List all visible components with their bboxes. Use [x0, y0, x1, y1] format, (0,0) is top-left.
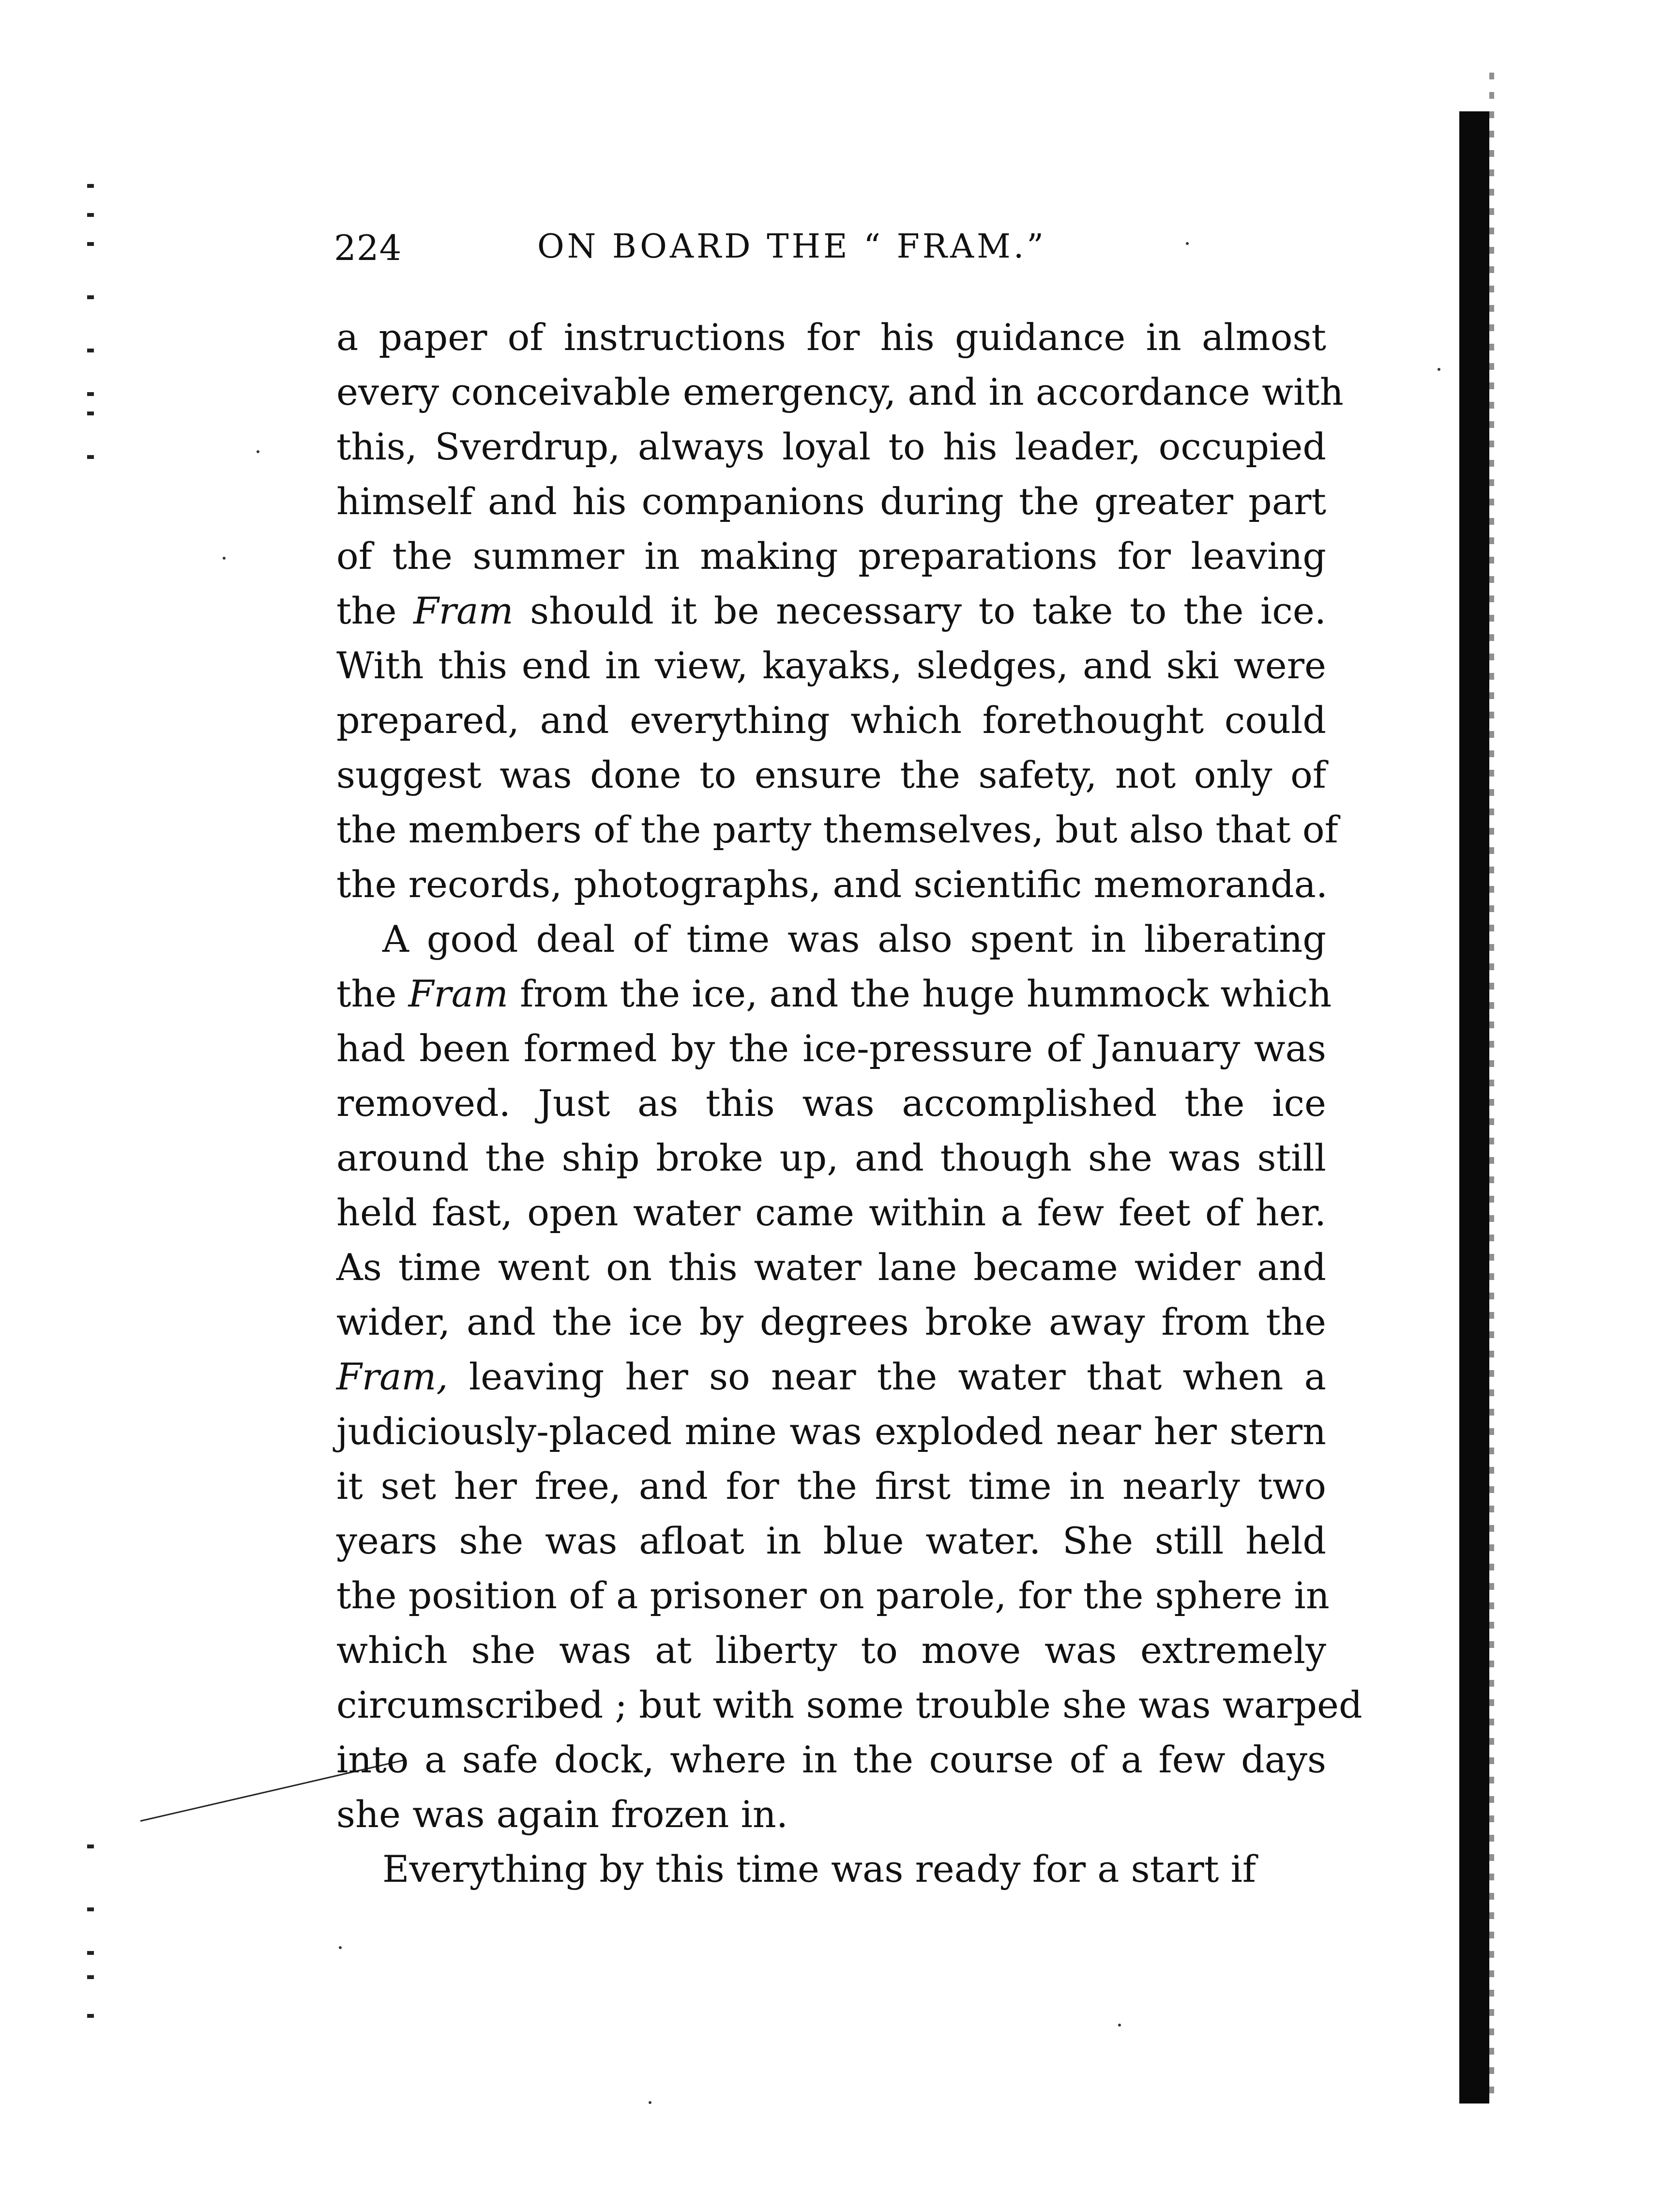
margin-tick	[87, 1844, 94, 1848]
text-line: the records, photographs, and scientific memoranda.	[336, 863, 1328, 906]
text-line: removed. Just as this was accomplished the ice	[336, 1082, 1326, 1125]
text-line: into a safe dock, where in the course of a few days	[336, 1738, 1326, 1781]
text-line: circumscribed ; but with some trouble she was warped	[336, 1683, 1362, 1726]
text-line: held fast, open water came within a few feet of her.	[336, 1191, 1326, 1234]
text-line: this, Sverdrup, always loyal to his leader, occupied	[336, 425, 1326, 468]
margin-tick	[87, 1907, 94, 1911]
text-line: had been formed by the ice-pressure of January was	[336, 1027, 1326, 1070]
margin-tick	[87, 295, 94, 299]
margin-tick	[87, 1975, 94, 1979]
italic-ship-name: Fram	[408, 972, 509, 1015]
text-line: wider, and the ice by degrees broke away from the	[336, 1300, 1326, 1343]
text-line: prepared, and everything which forethought could	[336, 699, 1326, 742]
italic-ship-name: Fram,	[336, 1355, 448, 1398]
margin-tick	[87, 392, 94, 396]
running-head: ON BOARD THE “ FRAM.”	[537, 228, 1047, 266]
speck	[1438, 368, 1440, 371]
page-header	[334, 228, 1239, 271]
text-line: suggest was done to ensure the safety, not only of	[336, 753, 1326, 796]
text-line: around the ship broke up, and though she was still	[336, 1136, 1326, 1179]
text-line: she was again frozen in.	[336, 1793, 788, 1836]
text-line: himself and his companions during the greater part	[336, 480, 1326, 523]
page-edge-artifact	[1489, 73, 1494, 2106]
text-line: the members of the party themselves, but also that of	[336, 808, 1338, 851]
text-line: With this end in view, kayaks, sledges, and ski were	[336, 644, 1326, 687]
speck	[1118, 2024, 1121, 2027]
margin-tick	[87, 455, 94, 459]
text-line: it set her free, and for the first time in nearly two	[336, 1464, 1326, 1508]
speck	[649, 2101, 651, 2104]
text-line: the position of a prisoner on parole, for the sphere in	[336, 1574, 1330, 1617]
text-line: years she was afloat in blue water. She still held	[336, 1519, 1326, 1562]
margin-tick	[87, 184, 94, 188]
italic-ship-name: Fram	[413, 589, 514, 632]
paragraph	[336, 310, 1344, 912]
paragraph	[336, 912, 1362, 1842]
page-number: 224	[334, 228, 402, 268]
text-line: of the summer in making preparations for leaving	[336, 534, 1326, 578]
margin-tick	[87, 1951, 94, 1955]
text-line: Fram, leaving her so near the water that when a	[336, 1355, 1326, 1398]
text-line: As time went on this water lane became wider and	[336, 1246, 1326, 1289]
book-spine-shadow	[1459, 111, 1489, 2104]
text-line: Everything by this time was ready for a start if	[382, 1847, 1256, 1890]
body-text	[336, 310, 1362, 1896]
text-line: the Fram should it be necessary to take to the ice.	[336, 589, 1327, 632]
margin-tick	[87, 412, 94, 415]
text-line: judiciously-placed mine was exploded near her stern	[336, 1410, 1326, 1453]
margin-tick	[87, 2014, 94, 2018]
margin-tick	[87, 242, 94, 246]
left-margin-marks	[87, 184, 96, 2024]
text-line: every conceivable emergency, and in accordance with	[336, 370, 1344, 413]
margin-tick	[87, 349, 94, 352]
text-line: A good deal of time was also spent in liberating	[382, 917, 1326, 960]
text-line: which she was at liberty to move was extremely	[336, 1629, 1326, 1672]
speck	[257, 450, 259, 453]
text-line: a paper of instructions for his guidance in almost	[336, 316, 1326, 359]
speck	[339, 1946, 342, 1949]
text-line: the Fram from the ice, and the huge hummock which	[336, 972, 1332, 1015]
margin-tick	[87, 213, 94, 217]
paragraph	[336, 1842, 1326, 1896]
speck	[223, 557, 226, 560]
